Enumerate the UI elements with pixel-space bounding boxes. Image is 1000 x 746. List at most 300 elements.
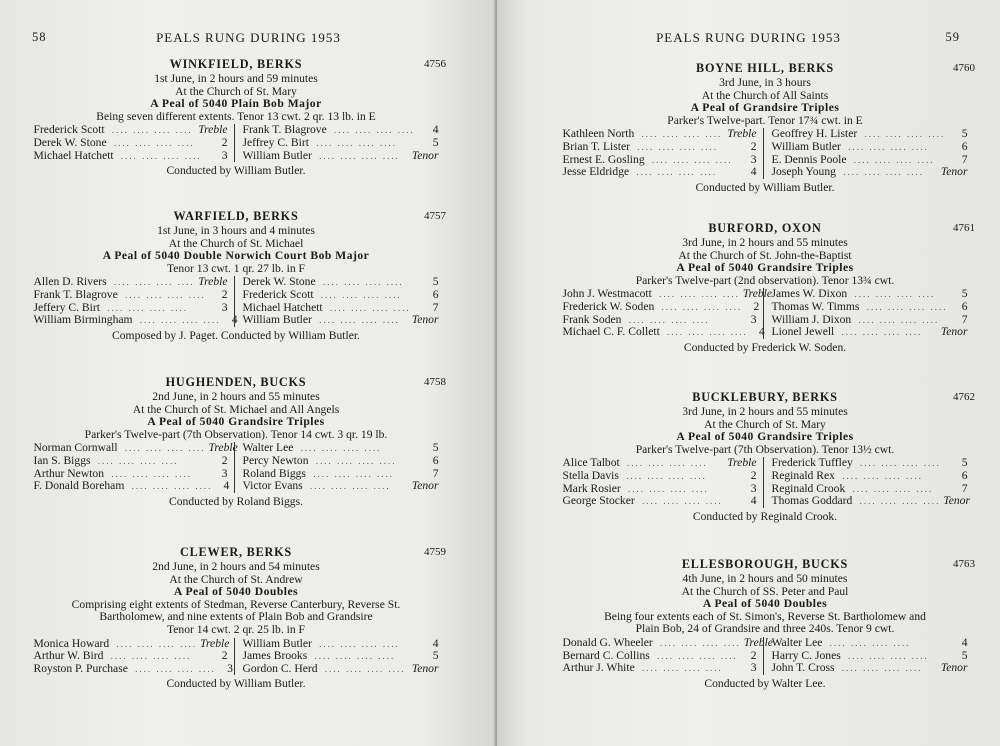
ringer-name: Frederick W. Soden (562, 299, 655, 313)
ringer-name: Bernard C. Collins (562, 648, 650, 662)
leader-dots: .... .... .... .... (325, 302, 411, 313)
leader-dots: .... .... .... .... (130, 663, 216, 674)
leader-dots: .... .... .... .... (107, 468, 193, 479)
peal-detail-line: Tenor 14 cwt. 2 qr. 25 lb. in F (167, 622, 305, 636)
ringer-row (563, 495, 763, 508)
peal-info-line: 3rd June, in 2 hours and 55 minutes (682, 236, 848, 249)
bell-number: Treble (200, 636, 230, 650)
ringer-name: Allen D. Rivers (33, 275, 107, 289)
peal-detail-line: Being seven different extents. Tenor 13 cwt. 2 qr. 13 lb. in E (96, 109, 376, 123)
leader-dots: .... .... .... .... (310, 651, 396, 662)
ringer-name: Roland Biggs (242, 466, 306, 480)
ringer-column (562, 635, 773, 675)
ringer-column (562, 287, 773, 339)
ringer-name: Arthur Newton (33, 466, 105, 480)
bell-number: 4 (750, 165, 757, 179)
peal-place-title (555, 391, 975, 406)
ringer-row (34, 480, 234, 493)
leader-dots: .... .... .... .... (318, 277, 404, 288)
peal-detail-line: Comprising eight extents of Stedman, Reverse Canterbury, Reverse St. (71, 597, 401, 611)
ringer-name: Donald G. Wheeler (562, 635, 653, 649)
bell-number: 3 (750, 661, 757, 675)
running-title: PEALS RUNG DURING 1953 (656, 30, 841, 45)
peal-entry (26, 210, 446, 342)
bell-number: 3 (227, 661, 233, 675)
ringer-row (34, 150, 234, 163)
peal-place-title (26, 58, 446, 73)
ringer-column (234, 638, 439, 676)
ringer-row (243, 663, 439, 676)
bell-number: 7 (961, 152, 968, 166)
page-number: 58 (32, 30, 47, 44)
ringer-name: Walter Lee (771, 635, 823, 649)
right-page-header (497, 30, 1000, 50)
leader-dots: .... .... .... .... (107, 125, 193, 136)
ringer-name: Walter Lee (242, 441, 294, 455)
peal-place-title (555, 222, 975, 237)
peal-detail-line: Tenor 13 cwt. 1 qr. 27 lb. in F (167, 261, 305, 275)
ringer-name: William Butler (242, 313, 312, 327)
bell-number: 5 (432, 135, 439, 149)
leader-dots: .... .... .... .... (632, 167, 718, 178)
peal-place-title (555, 62, 975, 77)
bell-number: 7 (432, 466, 439, 480)
ringer-row (563, 301, 763, 314)
bell-number: 4 (223, 479, 230, 493)
ringer-name: Norman Cornwall (33, 441, 118, 455)
peal-method: A Peal of 5040 Double Norwich Court Bob Major (102, 249, 370, 263)
ringer-name: John T. Cross (771, 661, 835, 675)
conductor-line: Conducted by Frederick W. Soden. (683, 340, 847, 354)
ringer-row (33, 313, 238, 327)
ringer-name: Jeffrey C. Birt (242, 135, 309, 149)
ringer-name: Frank T. Blagrove (33, 287, 118, 301)
left-page-header (0, 30, 497, 50)
ringer-name: Frank Soden (562, 312, 622, 326)
bell-number: 3 (750, 312, 757, 326)
ringer-name: James W. Dixon (771, 287, 848, 301)
ringer-name: F. Donald Boreham (33, 479, 125, 493)
leader-dots: .... .... .... .... (112, 638, 198, 649)
peal-number: 4760 (953, 62, 975, 74)
leader-dots: .... .... .... .... (116, 150, 202, 161)
peal-place: WINKFIELD, BERKS (169, 57, 303, 71)
leader-dots: .... .... .... .... (93, 455, 179, 466)
ringer-name: Stella Davis (562, 468, 619, 482)
ringer-column (563, 128, 763, 178)
band-roster (26, 638, 446, 676)
peal-place-title (26, 546, 446, 561)
peal-entry (555, 222, 975, 354)
bell-number: 3 (750, 152, 757, 166)
leader-dots: .... .... .... .... (837, 470, 923, 481)
leader-dots: .... .... .... .... (843, 141, 929, 152)
peal-entry (555, 62, 975, 194)
peal-method: A Peal of 5040 Doubles (702, 597, 828, 611)
ringer-name: Frank T. Blagrove (242, 123, 327, 137)
leader-dots: .... .... .... .... (135, 315, 221, 326)
leader-dots: .... .... .... .... (637, 496, 723, 507)
peal-info-line: At the Church of St. Andrew (169, 572, 303, 586)
bell-number: 5 (961, 456, 968, 470)
ringer-name: Michael C. F. Collett (562, 325, 660, 339)
peal-info-line: At the Church of All Saints (701, 88, 829, 102)
peal-info-line: 1st June, in 2 hours and 59 minutes (154, 72, 318, 85)
peal-method: A Peal of Grandsire Triples (690, 101, 840, 115)
leader-dots: .... .... .... .... (848, 483, 934, 494)
band-roster (555, 288, 975, 338)
ringer-name: Victor Evans (242, 479, 303, 493)
ringer-name: Monica Howard (33, 636, 110, 650)
ringer-column (33, 275, 238, 327)
bell-number: 7 (961, 481, 968, 495)
leader-dots: .... .... .... .... (637, 129, 723, 140)
band-roster (555, 457, 975, 507)
leader-dots: .... .... .... .... (825, 637, 911, 648)
leader-dots: .... .... .... .... (837, 327, 923, 338)
peal-entry (26, 376, 446, 508)
ringer-column (34, 124, 234, 162)
peal-number: 4757 (424, 210, 446, 222)
ringer-column (234, 124, 439, 162)
bell-number: Tenor (940, 165, 968, 179)
ringer-column (234, 276, 439, 326)
ringer-row (243, 137, 439, 150)
peal-info-line: At the Church of St. Mary (704, 417, 826, 431)
leader-dots: .... .... .... .... (314, 638, 400, 649)
bell-number: Treble (198, 123, 228, 137)
leader-dots: .... .... .... .... (109, 137, 195, 148)
leader-dots: .... .... .... .... (109, 277, 195, 288)
band-roster (26, 276, 446, 326)
leader-dots: .... .... .... .... (314, 315, 400, 326)
ringer-row (772, 662, 968, 675)
peal-place: ELLESBOROUGH, BUCKS (681, 557, 849, 571)
leader-dots: .... .... .... .... (621, 470, 707, 481)
ringer-name: Michael Hatchett (242, 300, 323, 314)
ringer-name: Michael Hatchett (33, 148, 114, 162)
conductor-line: Conducted by William Butler. (166, 164, 306, 178)
peal-place-title (26, 210, 446, 225)
ringer-row (772, 166, 968, 179)
bell-number: 2 (221, 135, 228, 149)
leader-dots: .... .... .... .... (838, 167, 924, 178)
page-number: 59 (945, 30, 960, 44)
bell-number: 6 (432, 287, 439, 301)
leader-dots: .... .... .... .... (849, 154, 935, 165)
peal-entry (26, 58, 446, 178)
right-page (497, 0, 1000, 746)
ringer-name: John J. Westmacott (562, 287, 652, 301)
bell-number: Treble (727, 127, 757, 141)
bell-number: 2 (750, 468, 757, 482)
bell-number: 4 (961, 635, 968, 649)
bell-number: 4 (432, 636, 439, 650)
peal-info-line: At the Church of St. Michael and All Angels (132, 402, 340, 416)
ringer-row (243, 289, 439, 302)
leader-dots: .... .... .... .... (860, 129, 946, 140)
leader-dots: .... .... .... .... (654, 289, 740, 300)
conductor-line: Conducted by Reginald Crook. (692, 509, 838, 523)
ringer-name: William Butler (242, 148, 312, 162)
conductor-line: Conducted by William Butler. (166, 677, 306, 691)
peal-place: BOYNE HILL, BERKS (696, 61, 834, 75)
ringer-name: Mark Rosier (562, 481, 621, 495)
bell-number: 2 (750, 648, 757, 662)
leader-dots: .... .... .... .... (106, 651, 192, 662)
ringer-row (772, 495, 968, 508)
peal-info-line: At the Church of St. John-the-Baptist (678, 248, 852, 262)
bell-number: Treble (208, 441, 238, 455)
ringer-name: Kathleen North (562, 127, 635, 141)
ringer-row (772, 301, 968, 314)
ringer-name: Ernest E. Gosling (562, 152, 645, 166)
peal-detail-line: Being four extents each of St. Simon's, Reverse St. Bartholomew and (604, 609, 926, 623)
peal-place: BUCKLEBURY, BERKS (692, 390, 838, 404)
peal-method: A Peal of 5040 Doubles (173, 585, 299, 599)
peal-info-line: At the Church of SS. Peter and Paul (681, 584, 849, 598)
leader-dots: .... .... .... .... (329, 125, 415, 136)
peal-info-line: 2nd June, in 2 hours and 55 minutes (152, 390, 320, 403)
leader-dots: .... .... .... .... (314, 150, 400, 161)
leader-dots: .... .... .... .... (843, 650, 929, 661)
bell-number: 4 (432, 123, 439, 137)
bell-number: 5 (432, 275, 439, 289)
bell-number: 4 (750, 494, 757, 508)
ringer-name: William Butler (242, 636, 312, 650)
bell-number: Tenor (943, 494, 970, 508)
leader-dots: .... .... .... .... (127, 481, 213, 492)
peal-detail-line: Parker's Twelve-part. Tenor 17¾ cwt. in E (667, 113, 863, 127)
peal-place: BURFORD, OXON (708, 221, 822, 235)
ringer-name: Percy Newton (242, 453, 309, 467)
bell-number: 6 (432, 453, 439, 467)
ringer-row (563, 470, 763, 483)
peal-entry (555, 558, 975, 690)
bell-number: 6 (961, 299, 968, 313)
leader-dots: .... .... .... .... (120, 443, 206, 454)
peal-info-line: 3rd June, in 3 hours (719, 76, 811, 89)
ringer-name: Reginald Crook (771, 481, 846, 495)
ringer-name: Thomas Goddard (771, 494, 853, 508)
ringer-name: Arthur W. Bird (33, 649, 104, 663)
leader-dots: .... .... .... .... (308, 468, 394, 479)
bell-number: 6 (961, 468, 968, 482)
band-roster (26, 442, 446, 492)
leader-dots: .... .... .... .... (316, 289, 402, 300)
peal-number: 4759 (424, 546, 446, 558)
ringer-row (563, 141, 763, 154)
ringer-row (243, 150, 439, 163)
bell-number: Treble (742, 287, 773, 301)
peal-detail-line: Plain Bob, 24 of Grandsire and three 240s. Tenor 9 cwt. (635, 622, 895, 636)
leader-dots: .... .... .... .... (305, 481, 391, 492)
bell-number: Treble (727, 456, 757, 470)
leader-dots: .... .... .... .... (296, 443, 382, 454)
ringer-row (243, 650, 439, 663)
leader-dots: .... .... .... .... (652, 650, 738, 661)
peal-place-title (555, 558, 975, 573)
peal-number: 4756 (424, 58, 446, 70)
ringer-name: George Stocker (562, 494, 635, 508)
ringer-row (563, 662, 763, 675)
bell-number: 3 (750, 481, 757, 495)
ringer-name: Geoffrey H. Lister (771, 127, 858, 141)
peal-detail-line: Parker's Twelve-part (7th Observation). Tenor 14 cwt. 3 qr. 19 lb. (84, 427, 388, 441)
ringer-name: Lionel Jewell (771, 325, 835, 339)
ringer-name: William Butler (771, 139, 841, 153)
ringer-name: E. Dennis Poole (771, 152, 847, 166)
peal-method: A Peal of 5040 Grandsire Triples (676, 430, 854, 444)
peal-place: CLEWER, BERKS (180, 545, 292, 559)
ringer-name: Brian T. Lister (562, 139, 631, 153)
peal-method: A Peal of 5040 Grandsire Triples (676, 261, 854, 275)
ringer-name: Arthur J. White (562, 661, 635, 675)
leader-dots: .... .... .... .... (637, 663, 723, 674)
bell-number: Treble (743, 635, 773, 649)
bell-number: 5 (961, 127, 968, 141)
bell-number: 7 (432, 300, 439, 314)
ringer-name: Jeffery C. Birt (33, 300, 100, 314)
peal-place-title (26, 376, 446, 391)
peal-place: HUGHENDEN, BUCKS (165, 375, 307, 389)
peal-detail-line: Parker's Twelve-part (2nd observation). Tenor 13¾ cwt. (635, 273, 895, 287)
leader-dots: .... .... .... .... (854, 314, 940, 325)
bell-number: Tenor (411, 313, 439, 327)
leader-dots: .... .... .... .... (657, 301, 743, 312)
leader-dots: .... .... .... .... (311, 137, 397, 148)
ringer-name: William J. Dixon (771, 312, 852, 326)
ringer-row (34, 289, 234, 302)
left-page (0, 0, 497, 746)
bell-number: Tenor (411, 479, 439, 493)
ringer-row (34, 137, 234, 150)
leader-dots: .... .... .... .... (311, 455, 397, 466)
conductor-line: Conducted by Roland Biggs. (169, 494, 303, 508)
ringer-row (34, 455, 234, 468)
leader-dots: .... .... .... .... (855, 458, 941, 469)
running-title: PEALS RUNG DURING 1953 (156, 30, 341, 45)
bell-number: 3 (221, 148, 228, 162)
ringer-name: Harry C. Jones (771, 648, 841, 662)
peal-number: 4758 (424, 376, 446, 388)
leader-dots: .... .... .... .... (120, 289, 206, 300)
ringer-name: Frederick Tuffley (771, 456, 853, 470)
peal-info-line: At the Church of St. Mary (175, 84, 297, 98)
bell-number: 5 (961, 287, 968, 301)
leader-dots: .... .... .... .... (102, 302, 188, 313)
bell-number: Tenor (411, 661, 439, 675)
ringer-row (772, 141, 968, 154)
ringer-row (772, 470, 968, 483)
peal-number: 4762 (953, 391, 975, 403)
conductor-line: Composed by J. Paget. Conducted by William Butler. (112, 328, 360, 342)
ringer-name: Jesse Eldridge (562, 165, 630, 179)
bell-number: 2 (221, 453, 228, 467)
leader-dots: .... .... .... .... (850, 289, 936, 300)
ringer-row (243, 455, 439, 468)
peal-info-line: At the Church of St. Michael (168, 236, 304, 250)
bell-number: 7 (961, 312, 968, 326)
ringer-name: Alice Talbot (562, 456, 620, 470)
leader-dots: .... .... .... .... (662, 327, 748, 338)
ringer-name: Gordon C. Herd (242, 661, 318, 675)
ringer-name: Frederick Scott (242, 287, 314, 301)
ringer-column (234, 442, 439, 492)
ringer-row (562, 635, 773, 650)
ringer-column (763, 128, 968, 178)
ringer-column (33, 441, 238, 493)
conductor-line: Conducted by Walter Lee. (704, 676, 826, 690)
ringer-name: Ian S. Biggs (33, 453, 91, 467)
ringer-row (772, 326, 968, 339)
ringer-name: Derek W. Stone (242, 275, 316, 289)
leader-dots: .... .... .... .... (855, 496, 941, 507)
bell-number: 2 (750, 139, 757, 153)
band-roster (555, 128, 975, 178)
leader-dots: .... .... .... .... (624, 314, 710, 325)
bell-number: 5 (961, 648, 968, 662)
ringer-name: Joseph Young (771, 165, 836, 179)
band-roster (26, 124, 446, 162)
ringer-row (243, 480, 439, 493)
leader-dots: .... .... .... .... (320, 663, 406, 674)
ringer-name: Derek W. Stone (33, 135, 107, 149)
bell-number: 2 (753, 299, 760, 313)
ringer-row (34, 650, 234, 663)
peal-detail-line: Bartholomew, and nine extents of Plain Bob and Grandsire (99, 610, 373, 624)
peal-entry (26, 546, 446, 691)
leader-dots: .... .... .... .... (623, 483, 709, 494)
ringer-name: William Birmingham (33, 313, 133, 327)
peal-entry (555, 391, 975, 523)
bell-number: Tenor (411, 148, 439, 162)
ringer-column (563, 457, 763, 507)
leader-dots: .... .... .... .... (622, 458, 708, 469)
ringer-column (763, 288, 968, 338)
ringer-row (772, 637, 968, 650)
band-roster (555, 637, 975, 675)
ringer-column (763, 457, 968, 507)
ringer-row (243, 314, 439, 327)
ringer-column (763, 637, 968, 675)
peal-info-line: 1st June, in 3 hours and 4 minutes (157, 224, 315, 237)
bell-number: Tenor (940, 325, 968, 339)
peal-number: 4761 (953, 222, 975, 234)
bell-number: 6 (961, 139, 968, 153)
ringer-row (563, 326, 763, 339)
ringer-name: Royston P. Purchase (33, 661, 128, 675)
peal-detail-line: Parker's Twelve-part (7th Observation). Tenor 13½ cwt. (635, 442, 895, 456)
peal-info-line: 2nd June, in 2 hours and 54 minutes (152, 560, 320, 573)
bell-number: Tenor (940, 661, 968, 675)
bell-number: 2 (221, 287, 228, 301)
bell-number: 3 (221, 300, 228, 314)
ringer-column (34, 638, 234, 676)
ringer-name: Thomas W. Timms (771, 299, 860, 313)
bell-number: 4 (759, 325, 765, 339)
ringer-row (34, 663, 234, 676)
bell-number: 5 (432, 441, 439, 455)
peal-method: A Peal of 5040 Plain Bob Major (150, 97, 322, 111)
leader-dots: .... .... .... .... (837, 663, 923, 674)
peal-info-line: 3rd June, in 2 hours and 55 minutes (682, 405, 848, 418)
peal-info-line: 4th June, in 2 hours and 50 minutes (682, 572, 848, 585)
peal-number: 4763 (953, 558, 975, 570)
ringer-name: Reginald Rex (771, 468, 835, 482)
conductor-line: Conducted by William Butler. (695, 180, 835, 194)
bell-number: Treble (198, 275, 228, 289)
